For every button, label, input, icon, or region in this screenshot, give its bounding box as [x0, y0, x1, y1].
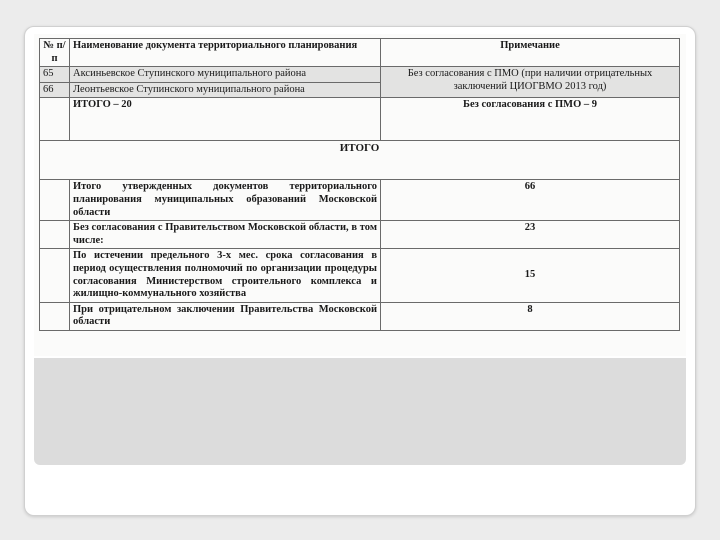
row-document-name: Леонтьевское Ступинского муниципального района	[70, 82, 381, 98]
summary-title: ИТОГО	[40, 141, 680, 180]
table-header-row	[40, 39, 680, 67]
row-number: 66	[40, 82, 70, 98]
header-number: № п/п	[40, 39, 70, 67]
row-note: Без согласования с ПМО (при наличии отрицательных заключений ЦИОГВМО 2013 год)	[381, 67, 680, 98]
row-number: 65	[40, 67, 70, 83]
summary-value: 8	[381, 302, 680, 330]
summary-title-row	[40, 141, 680, 180]
summary-value: 23	[381, 221, 680, 249]
summary-row	[40, 302, 680, 330]
total-number-cell	[40, 98, 70, 141]
summary-row	[40, 221, 680, 249]
planning-documents-table	[39, 38, 680, 331]
summary-label: При отрицательном заключении Правительства Московской области	[70, 302, 381, 330]
summary-label: Без согласования с Правительством Московской области, в том числе:	[70, 221, 381, 249]
empty-content-area	[34, 358, 686, 465]
header-note: Примечание	[381, 39, 680, 67]
row-document-name: Аксиньевское Ступинского муниципального района	[70, 67, 381, 83]
summary-value: 15	[381, 249, 680, 302]
summary-row	[40, 249, 680, 302]
total-label: ИТОГО – 20	[70, 98, 381, 141]
summary-label: Итого утвержденных документов территориального планирования муниципальных образований Московской области	[70, 180, 381, 221]
scanned-document	[34, 34, 686, 356]
total-row	[40, 98, 680, 141]
total-note: Без согласования с ПМО – 9	[381, 98, 680, 141]
table-row	[40, 67, 680, 83]
summary-value: 66	[381, 180, 680, 221]
header-document-name: Наименование документа территориального планирования	[70, 39, 381, 67]
summary-row	[40, 180, 680, 221]
summary-label: По истечении предельного 3-х мес. срока согласования в период осуществления полномочий по организации процедуры согласования Министерством строительного комплекса и жилищно-коммунального хозяйства	[70, 249, 381, 302]
